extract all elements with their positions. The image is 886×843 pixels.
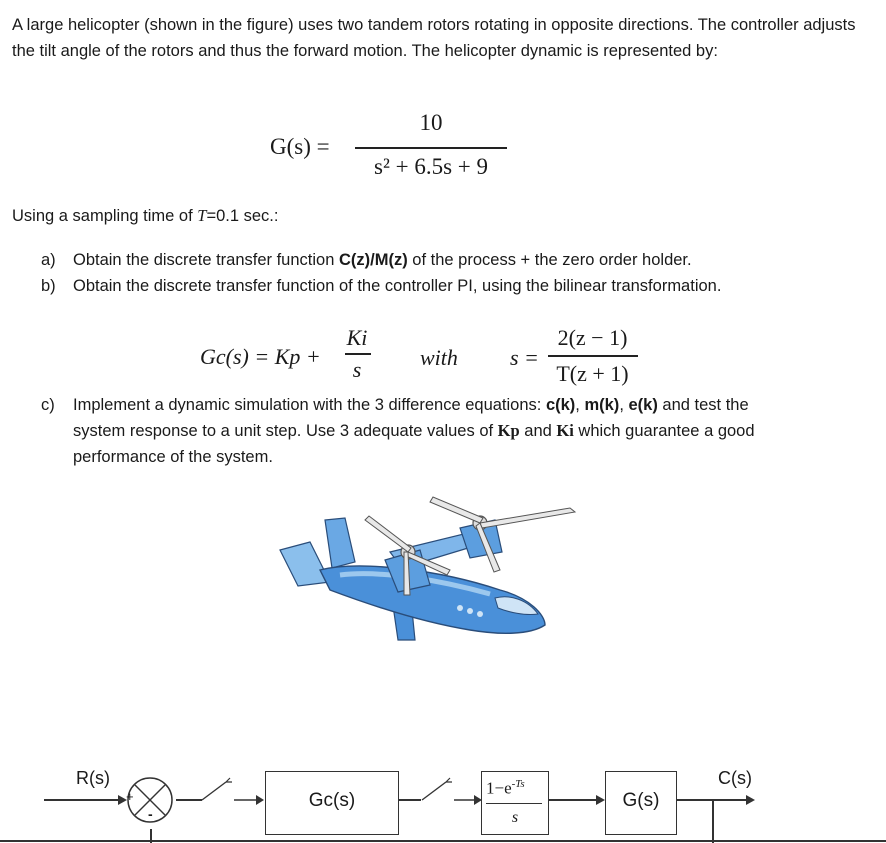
intro-paragraph: A large helicopter (shown in the figure) uses two tandem rotors rotating in opposite directions. The controller adjusts the tilt angle of the rotors and thus the forward motion. The helicopter dynamic is represented by: [12,16,856,60]
plus-sign: + [126,789,134,804]
item-c-b4: Kp [497,421,520,440]
plant-lhs: G(s) = [270,134,330,159]
item-c-text [73,392,773,470]
item-b-letter: b) [41,277,56,295]
window [477,611,483,617]
zoh-denominator: s [511,809,519,826]
plant-input-arrow [596,795,605,805]
sampling-value: =0.1 sec.: [206,207,279,225]
plant-denominator: s² + 6.5s + 9 [374,154,488,179]
rotor-blade [430,497,483,523]
zoh-numerator [486,778,525,799]
pi-ki-numerator: Ki [346,325,368,350]
item-c-t2: , [575,396,585,414]
controller-block [265,771,399,835]
item-c-t4: and test the system response to a unit step. Use 3 adequate values of [73,396,749,440]
rotor-blade [365,516,411,552]
sampler-1 [200,776,264,806]
rotor-blade [480,508,575,528]
pi-ki-bar [345,353,371,355]
item-a-t2: of the process + the zero order holder. [407,251,692,269]
item-c-b5: Ki [556,421,574,440]
item-c-b1: c(k) [545,396,576,414]
item-a-t1: Obtain the discrete transfer function [73,251,339,269]
helicopter-illustration [270,490,590,660]
window [467,608,473,614]
input-line [44,799,124,801]
item-c-t6: which guarantee a good performance of the system. [73,422,755,466]
plant-block [605,771,677,835]
sampler2-in-line [399,799,421,801]
pi-s-equals: s = [510,345,539,370]
item-b-text: Obtain the discrete transfer function of the controller PI, using the bilinear transformation. [73,277,722,295]
output-arrow [746,795,755,805]
sampling-var: T [197,206,207,225]
output-label: C(s) [718,768,752,788]
pi-ki-denominator: s [352,357,362,382]
bilinear-numerator: 2(z − 1) [557,325,628,350]
item-c-t5: and [519,422,557,440]
item-c-t1: Implement a dynamic simulation with the 3 difference equations: [73,396,546,414]
controller-label: Gc(s) [308,790,356,811]
zoh-num-text: 1−e [486,778,512,798]
minus-sign: - [148,806,153,822]
item-a-text [73,247,873,273]
item-a-b1: C(z)/M(z) [338,251,408,269]
plant-label: G(s) [622,790,660,811]
window [457,605,463,611]
tail-fin-upper [325,518,355,568]
pi-with: with [420,345,458,370]
sampler-2 [420,776,482,806]
sampler1-in-line [176,799,202,801]
item-c-b3: e(k) [628,396,658,414]
item-c-t3: , [619,396,629,414]
sampling-line [12,206,278,226]
input-label: R(s) [76,768,110,788]
zoh-to-plant-line [549,799,599,801]
page-bottom-border [0,840,886,842]
zoh-exponent: -Ts [511,778,525,790]
bilinear-bar [548,355,638,357]
item-a-letter: a) [41,251,56,269]
zoh-block [481,771,549,835]
sampling-prefix: Using a sampling time of [12,207,198,225]
tail-stabilizer [280,542,330,586]
output-feedback-branch [712,799,714,843]
bilinear-denominator: T(z + 1) [556,361,629,386]
plant-numerator: 10 [419,110,443,135]
plant-fraction-bar [355,147,507,149]
zoh-fraction-bar [486,803,542,804]
item-c-letter: c) [41,396,55,414]
item-c-b2: m(k) [584,396,620,414]
pi-lhs: Gc(s) = Kp + [200,344,321,369]
